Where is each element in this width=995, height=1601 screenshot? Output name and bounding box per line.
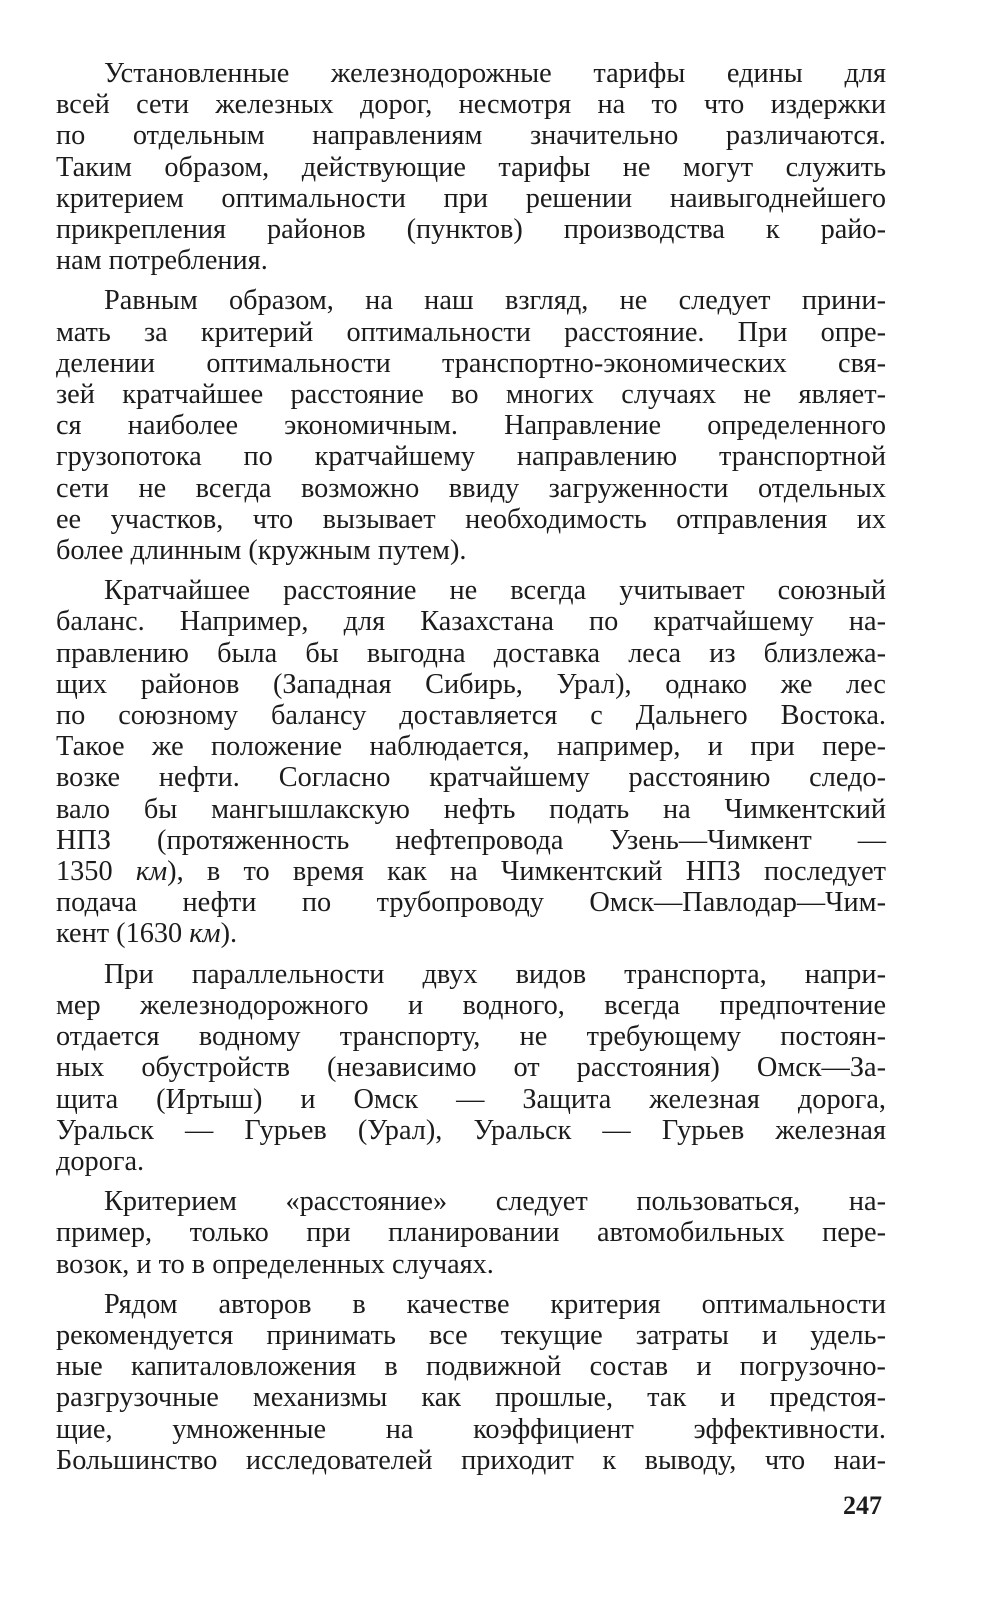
- text-line: критерием оптимальности при решении наивыгоднейшего: [56, 182, 886, 214]
- text-line: рекомендуется принимать все текущие затраты и удель-: [56, 1319, 886, 1351]
- text-line: более длинным (кружным путем).: [56, 535, 467, 567]
- text-line: всей сети железных дорог, несмотря на то что издержки: [56, 89, 886, 121]
- text-line: Большинство исследователей приходит к выводу, что наи-: [56, 1444, 886, 1476]
- paragraph-6: [56, 1289, 886, 1476]
- text-line: 1350 км), в то время как на Чимкентский НПЗ последует: [56, 856, 886, 888]
- text-line: возок, и то в определенных случаях.: [56, 1248, 494, 1280]
- text-line: по отдельным направлениям значительно различаются.: [56, 120, 886, 152]
- text-line: мать за критерий оптимальности расстояние. При опре-: [56, 316, 886, 348]
- text-line: При параллельности двух видов транспорта, напри-: [104, 958, 886, 990]
- paragraph-5: [56, 1186, 886, 1280]
- text-line: сети не всегда возможно ввиду загруженности отдельных: [56, 472, 886, 504]
- text-line: Кратчайшее расстояние не всегда учитывает союзный: [104, 575, 886, 607]
- text-line: разгрузочные механизмы как прошлые, так и предстоя-: [56, 1382, 886, 1414]
- text-line: Критерием «расстояние» следует пользоваться, на-: [104, 1186, 886, 1218]
- text-line: подача нефти по трубопроводу Омск—Павлодар—Чим-: [56, 887, 886, 919]
- paragraph-4: [56, 959, 886, 1177]
- text-line: мер железнодорожного и водного, всегда предпочтение: [56, 989, 886, 1021]
- text-line: возке нефти. Согласно кратчайшему расстоянию следо-: [56, 762, 886, 794]
- text-line: ся наиболее экономичным. Направление определенного: [56, 410, 886, 442]
- text-line: прикрепления районов (пунктов) производства к райо-: [56, 214, 886, 246]
- text-line: дорога.: [56, 1145, 145, 1177]
- text-line: щие, умноженные на коэффициент эффективности.: [56, 1413, 886, 1445]
- text-line: ее участков, что вызывает необходимость отправления их: [56, 503, 886, 535]
- paragraph-2: [56, 285, 886, 566]
- text-line: Рядом авторов в качестве критерия оптимальности: [104, 1288, 886, 1320]
- text-line: грузопотока по кратчайшему направлению транспортной: [56, 441, 886, 473]
- text-line: по союзному балансу доставляется с Дальнего Востока.: [56, 700, 886, 732]
- page-body: [56, 58, 886, 1485]
- text-line: Равным образом, на наш взгляд, не следует прини-: [104, 285, 886, 317]
- text-line: НПЗ (протяженность нефтепровода Узень—Чимкент —: [56, 824, 886, 856]
- text-line: Такое же положение наблюдается, например, и при пере-: [56, 731, 886, 763]
- text-line: Установленные железнодорожные тарифы едины для: [104, 58, 886, 89]
- text-line: щита (Иртыш) и Омск — Защита железная дорога,: [56, 1083, 886, 1115]
- paragraph-1: [56, 58, 886, 276]
- text-line: вало бы мангышлакскую нефть подать на Чимкентский: [56, 793, 886, 825]
- page-number: 247: [843, 1491, 882, 1520]
- paragraph-3: [56, 575, 886, 949]
- text-line: баланс. Например, для Казахстана по кратчайшему на-: [56, 606, 886, 638]
- text-line: отдается водному транспорту, не требующему постоян-: [56, 1021, 886, 1053]
- text-line: правлению была бы выгодна доставка леса из близлежа-: [56, 637, 886, 669]
- text-line: Таким образом, действующие тарифы не могут служить: [56, 151, 886, 183]
- text-line: пример, только при планировании автомобильных пере-: [56, 1217, 886, 1249]
- text-line: делении оптимальности транспортно-экономических свя-: [56, 347, 886, 379]
- text-line: щих районов (Западная Сибирь, Урал), однако же лес: [56, 668, 886, 700]
- text-line: ных обустройств (независимо от расстояния) Омск—За-: [56, 1052, 886, 1084]
- text-line: ные капиталовложения в подвижной состав и погрузочно-: [56, 1351, 886, 1383]
- text-line: Уральск — Гурьев (Урал), Уральск — Гурьев железная: [56, 1114, 886, 1146]
- text-line: зей кратчайшее расстояние во многих случаях не являет-: [56, 379, 886, 411]
- text-line: кент (1630 км).: [56, 918, 238, 950]
- text-line: нам потребления.: [56, 245, 268, 277]
